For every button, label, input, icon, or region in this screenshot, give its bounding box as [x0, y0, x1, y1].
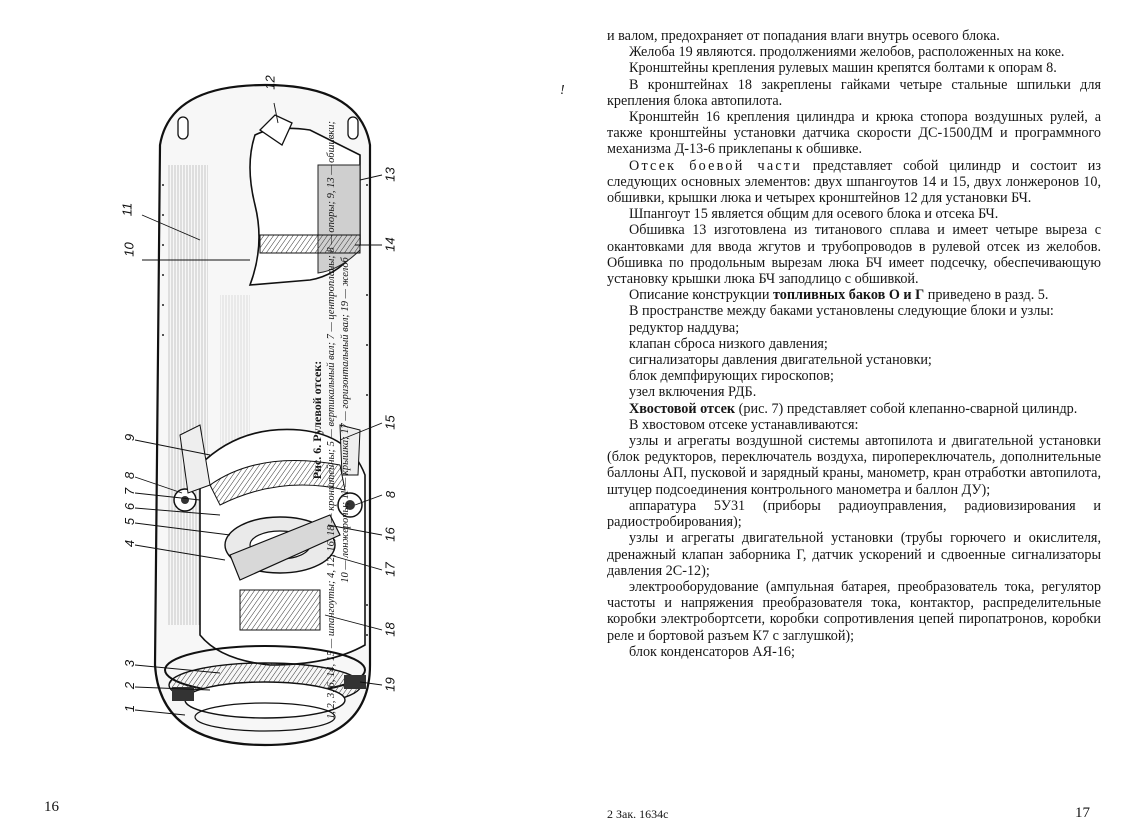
paragraph-tail-ref: (рис. 7) — [735, 400, 784, 417]
left-page — [0, 0, 560, 837]
callout-17: 17 — [382, 562, 398, 577]
paragraph: Обшивка 13 изготовлена из титанового сплава и имеет четыре выреза с окантовками для ввода жгутов и трубопроводов в рулевой отсек из желобов. Обшивка по продольным вырезам люка БЧ имеет подсечку, обеспечивающую установку крышки люка БЧ заподлицо с обшивкой. — [607, 222, 1101, 288]
figure-caption-title: Рис. 6. Рулевой отсек: — [310, 360, 324, 480]
callout-19: 19 — [382, 677, 398, 692]
list-item: клапан сброса низкого давления; — [629, 335, 828, 352]
paragraph: Кронштейны крепления рулевых машин крепятся болтами к опорам 8. — [629, 60, 1057, 77]
paragraph-tail — [607, 401, 1101, 417]
paragraph: В кронштейнах 18 закреплены гайками четыре стальные шпильки для крепления блока автопилота. — [607, 76, 1101, 109]
callout-6: 6 — [122, 502, 138, 511]
paragraph-tanks — [607, 287, 1101, 303]
callout-1: 1 — [122, 704, 138, 713]
paragraph: узлы и агрегаты двигательной установки (трубы горючего и окислителя, дренажный клапан заборника Г, датчик ускорений и сдвоенные сигнализаторы давления 2С-12); — [607, 530, 1101, 579]
callout-8: 8 — [122, 471, 138, 480]
callout-16: 16 — [382, 527, 398, 542]
section-head-tail: Хвостовой отсек — [629, 400, 736, 417]
paragraph: аппаратура 5У31 (приборы радиоуправления, радиовизирования и радиостробирования); — [607, 497, 1101, 531]
callout-18: 18 — [382, 622, 398, 637]
paragraph: и валом, предохраняет от попадания влаги внутрь осевого блока. — [607, 28, 1000, 44]
paragraph-tanks-bold: топливных баков О и Г — [772, 287, 925, 304]
callout-7: 7 — [122, 487, 138, 496]
footer-order-number: 2 Зак. 1634с — [607, 807, 669, 821]
compartment-drawing — [60, 45, 435, 765]
section-head-warhead: Отсек боевой части — [629, 157, 803, 174]
figure-caption-legend-2: 10 — лонжероны; 11 — крышка; 17 — горизонтальный вал; 19 — желоб — [340, 257, 351, 583]
list-item: редуктор наддува; — [629, 319, 740, 336]
list-item: блок демпфирующих гироскопов; — [629, 368, 834, 385]
paragraph: блок конденсаторов АЯ-16; — [629, 643, 795, 660]
paragraph: В пространстве между баками установлены следующие блоки и узлы: — [629, 303, 1054, 320]
paragraph: Кронштейн 16 крепления цилиндра и крюка стопора воздушных рулей, а также кронштейны установки датчика скорости ДС-1500ДМ и программного механизма Д-13-6 приклепаны к обшивке. — [607, 109, 1101, 158]
margin-mark: ! — [560, 83, 565, 98]
callout-12: 12 — [262, 75, 278, 90]
paragraph-tanks-a: Описание конструкции — [629, 287, 773, 304]
figure-caption-legend-1: 1, 2, 3, 6, 14, 15 — шпангоуты; 4, 12, 16, 18 — кронштейны; 5 — вертикальный вал; 7 — центропланы; 8 — опоры; 9, 13 — обшивки; — [326, 121, 337, 719]
callout-10: 10 — [121, 242, 137, 257]
callout-5: 5 — [122, 517, 138, 526]
callout-3: 3 — [122, 659, 138, 668]
page-number-left: 16 — [44, 799, 59, 815]
paragraph-warhead-body: представляет собой цилиндр и состоит из следующих основных элементов: двух шпангоутов 14 и 15, двух лонжеронов 10, обшивки, крышки люка и четырех кронштейнов 12 для установки БЧ. — [607, 157, 1101, 207]
paragraph: узлы и агрегаты воздушной системы автопилота и двигательной установки (блок редукторов, переключатель воздуха, пиропереключатель, дополнительные баллоны АП, пусковой и зарядный краны, манометр, кран отработки автопилота, штуцер подсоединения контрольного манометра и баллон ДУ); — [607, 433, 1101, 498]
paragraph: Желоба 19 являются. продолжениями желобов, расположенных на коке. — [629, 44, 1065, 61]
body-text — [607, 28, 1101, 660]
paragraph-warhead — [607, 158, 1101, 207]
callout-13: 13 — [382, 167, 398, 182]
paragraph: В хвостовом отсеке устанавливаются: — [629, 416, 859, 433]
paragraph: электрооборудование (ампульная батарея, преобразователь тока, регулятор частоты и напряжения преобразователя тока, контактор, распределительные коробки электробортсети, коробки сопротивления цепей пиропатронов, коробки реле и бортовой разъем К7 с заглушкой); — [607, 578, 1101, 644]
right-page — [560, 0, 1131, 837]
paragraph-tail-body: представляет собой клепанно-сварной цилиндр. — [783, 400, 1078, 417]
list-item: узел включения РДБ. — [629, 384, 757, 401]
callout-14: 14 — [382, 237, 398, 252]
page-number-right: 17 — [1075, 805, 1090, 821]
callout-4: 4 — [122, 539, 138, 548]
callout-9: 9 — [122, 433, 138, 442]
callout-8-right: 8 — [383, 490, 399, 499]
callout-2: 2 — [122, 681, 138, 690]
paragraph: Шпангоут 15 является общим для осевого блока и отсека БЧ. — [629, 206, 999, 223]
paragraph-tanks-c: приведено в разд. 5. — [924, 287, 1049, 304]
figure-steering-compartment — [60, 45, 435, 765]
callout-11: 11 — [119, 202, 135, 217]
figure-caption — [310, 70, 370, 770]
callout-15: 15 — [382, 415, 398, 430]
list-item: сигнализаторы давления двигательной установки; — [629, 352, 932, 369]
